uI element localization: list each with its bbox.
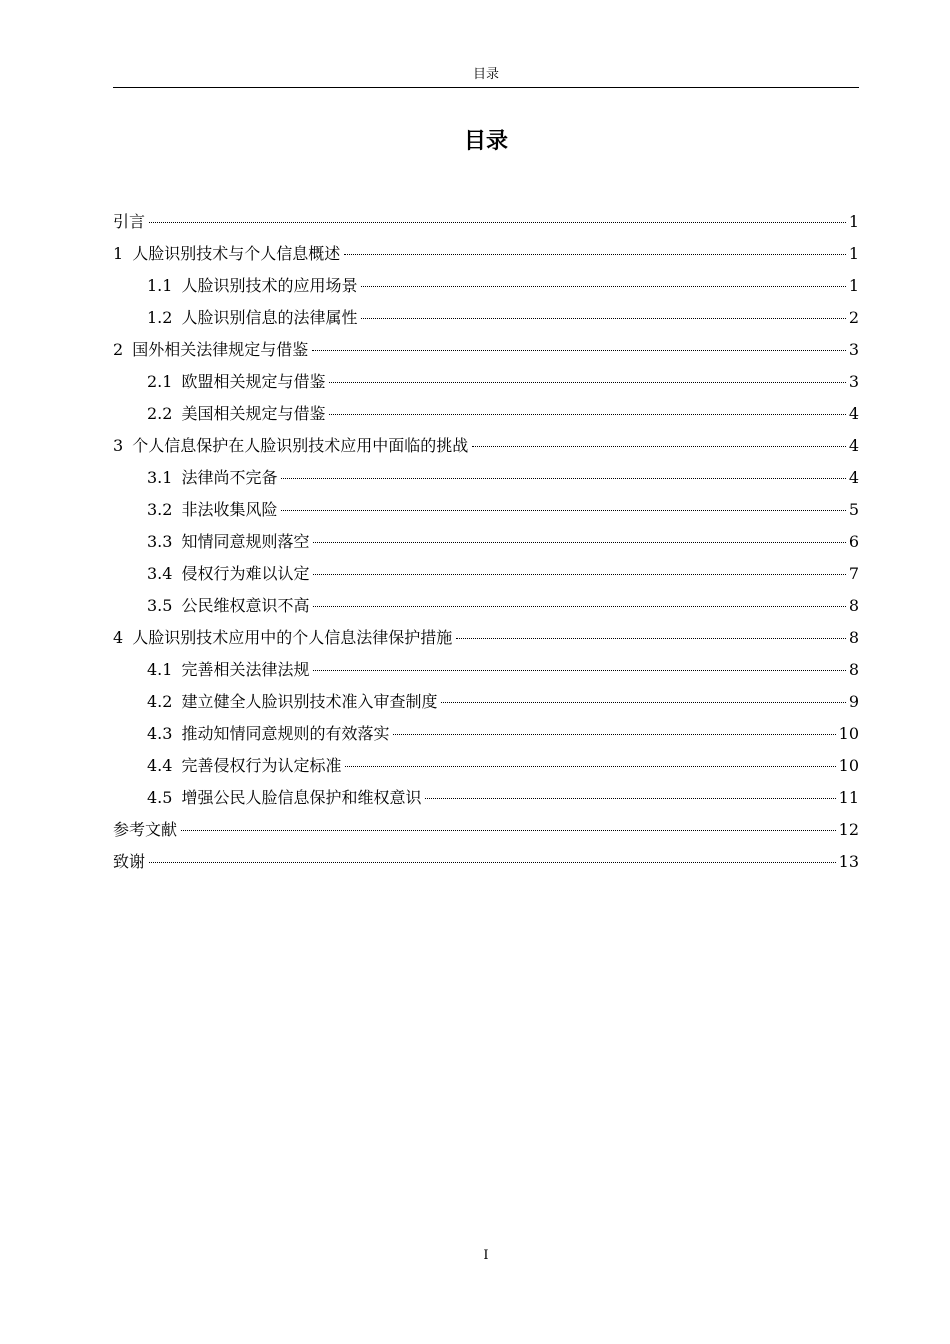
toc-dot-leader	[329, 414, 845, 415]
toc-entry-page: 4	[848, 404, 859, 423]
toc-entry[interactable]	[113, 718, 859, 750]
toc-entry-title: 增强公民人脸信息保护和维权意识	[181, 788, 422, 807]
toc-entry-title: 美国相关规定与借鉴	[181, 404, 326, 423]
toc-entry-title: 公民维权意识不高	[181, 596, 310, 615]
toc-dot-leader	[313, 606, 845, 607]
toc-entry-page: 3	[848, 372, 859, 391]
toc-dot-leader	[344, 254, 846, 255]
toc-entry-number: 3.2	[147, 500, 173, 519]
toc-entry[interactable]	[113, 814, 859, 846]
toc-entry[interactable]	[113, 430, 859, 462]
toc-entry-number: 3.1	[147, 468, 173, 487]
toc-entry-page: 8	[848, 596, 859, 615]
toc-entry-page: 8	[848, 628, 859, 647]
toc-dot-leader	[181, 830, 836, 831]
toc-entry-number: 3.5	[147, 596, 173, 615]
toc-entry-page: 10	[838, 756, 859, 775]
page-number: I	[483, 1248, 489, 1263]
toc-entry-page: 10	[838, 724, 859, 743]
toc-entry[interactable]	[113, 398, 859, 430]
toc-entry-number: 1.1	[147, 276, 173, 295]
toc-entry-page: 9	[848, 692, 859, 711]
toc-dot-leader	[149, 222, 846, 223]
toc-entry[interactable]	[113, 782, 859, 814]
toc-entry-title: 知情同意规则落空	[181, 532, 310, 551]
toc-entry-number: 3	[113, 436, 124, 455]
toc-entry-title: 完善侵权行为认定标准	[181, 756, 342, 775]
toc-entry-title: 人脸识别技术与个人信息概述	[132, 244, 341, 263]
toc-entry-number: 2	[113, 340, 124, 359]
toc-entry-title: 国外相关法律规定与借鉴	[132, 340, 309, 359]
toc-dot-leader	[441, 702, 845, 703]
toc-entry[interactable]	[113, 590, 859, 622]
toc-dot-leader	[472, 446, 846, 447]
toc-entry[interactable]	[113, 302, 859, 334]
toc-entry[interactable]	[113, 238, 859, 270]
toc-entry-title: 人脸识别技术应用中的个人信息法律保护措施	[132, 628, 453, 647]
header-rule	[113, 87, 859, 88]
toc-entry-page: 13	[838, 852, 859, 871]
toc-entry-title: 人脸识别信息的法律属性	[181, 308, 358, 327]
toc-entry[interactable]	[113, 846, 859, 878]
toc-dot-leader	[425, 798, 835, 799]
toc-entry-page: 4	[848, 436, 859, 455]
toc-entry-page: 2	[848, 308, 859, 327]
toc-entry[interactable]	[113, 622, 859, 654]
toc-entry[interactable]	[113, 494, 859, 526]
toc-entry-page: 4	[848, 468, 859, 487]
toc-dot-leader	[149, 862, 836, 863]
toc-entry-page: 1	[848, 212, 859, 231]
toc-entry-title: 参考文献	[113, 820, 178, 839]
toc-dot-leader	[345, 766, 835, 767]
toc-entry[interactable]	[113, 366, 859, 398]
toc-entry-page: 3	[848, 340, 859, 359]
toc-entry-title: 建立健全人脸识别技术准入审查制度	[181, 692, 438, 711]
toc-entry-number: 4	[113, 628, 124, 647]
toc-entry[interactable]	[113, 654, 859, 686]
toc-entry[interactable]	[113, 334, 859, 366]
toc-entry[interactable]	[113, 270, 859, 302]
toc-entry-title: 人脸识别技术的应用场景	[181, 276, 358, 295]
toc-dot-leader	[312, 350, 846, 351]
toc-entry-number: 2.1	[147, 372, 173, 391]
toc-entry-number: 2.2	[147, 404, 173, 423]
toc-list	[113, 206, 859, 878]
toc-entry-title: 法律尚不完备	[181, 468, 278, 487]
toc-entry-number: 4.4	[147, 756, 173, 775]
toc-entry-page: 1	[848, 244, 859, 263]
toc-entry-title: 致谢	[113, 852, 146, 871]
toc-entry-number: 3.4	[147, 564, 173, 583]
toc-entry[interactable]	[113, 526, 859, 558]
toc-entry[interactable]	[113, 750, 859, 782]
toc-dot-leader	[313, 542, 845, 543]
toc-dot-leader	[313, 574, 845, 575]
toc-entry-page: 11	[838, 788, 859, 807]
toc-dot-leader	[281, 478, 845, 479]
toc-entry-page: 6	[848, 532, 859, 551]
toc-dot-leader	[329, 382, 845, 383]
toc-dot-leader	[361, 286, 845, 287]
toc-entry-title: 欧盟相关规定与借鉴	[181, 372, 326, 391]
toc-entry-number: 1.2	[147, 308, 173, 327]
toc-entry[interactable]	[113, 686, 859, 718]
toc-entry-title: 完善相关法律法规	[181, 660, 310, 679]
toc-entry[interactable]	[113, 558, 859, 590]
toc-entry-page: 12	[838, 820, 859, 839]
toc-entry-page: 8	[848, 660, 859, 679]
toc-entry-number: 1	[113, 244, 124, 263]
toc-dot-leader	[281, 510, 845, 511]
toc-dot-leader	[393, 734, 835, 735]
toc-entry-title: 引言	[113, 212, 146, 231]
toc-entry-number: 4.3	[147, 724, 173, 743]
toc-entry-title: 个人信息保护在人脸识别技术应用中面临的挑战	[132, 436, 469, 455]
toc-entry-page: 1	[848, 276, 859, 295]
toc-entry[interactable]	[113, 462, 859, 494]
toc-entry-number: 3.3	[147, 532, 173, 551]
toc-entry-page: 5	[848, 500, 859, 519]
toc-entry-number: 4.5	[147, 788, 173, 807]
toc-entry[interactable]	[113, 206, 859, 238]
toc-entry-number: 4.2	[147, 692, 173, 711]
toc-title: 目录	[463, 129, 508, 154]
toc-dot-leader	[361, 318, 845, 319]
toc-entry-number: 4.1	[147, 660, 173, 679]
toc-dot-leader	[313, 670, 845, 671]
toc-entry-page: 7	[848, 564, 859, 583]
toc-entry-title: 侵权行为难以认定	[181, 564, 310, 583]
toc-entry-title: 推动知情同意规则的有效落实	[181, 724, 390, 743]
running-header: 目录	[472, 67, 499, 82]
toc-entry-title: 非法收集风险	[181, 500, 278, 519]
toc-dot-leader	[456, 638, 846, 639]
